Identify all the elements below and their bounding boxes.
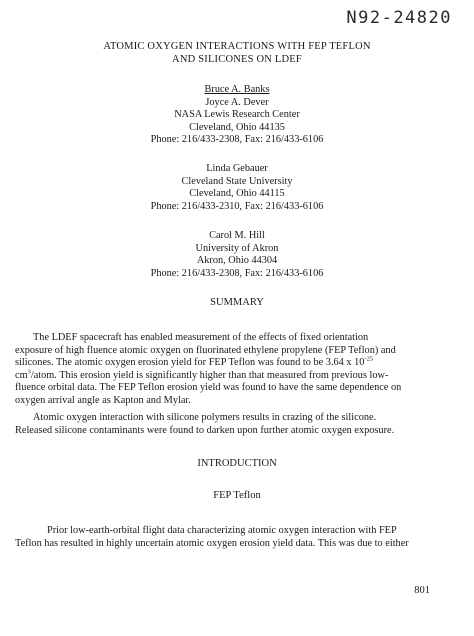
author-phone: Phone: 216/433-2308, Fax: 216/433-6106 <box>150 267 324 279</box>
author-phone: Phone: 216/433-2308, Fax: 216/433-6106 <box>150 134 324 146</box>
page-number: 801 <box>414 585 430 596</box>
paragraph-line: exposure of high fluence atomic oxygen on fluorinated ethylene propylene (FEP Teflon) and <box>15 344 396 356</box>
author-name: Joyce A. Dever <box>205 96 269 108</box>
paragraph-line: oxygen arrival angle as Kapton and Mylar. <box>15 394 191 406</box>
exponent: 3 <box>27 368 31 376</box>
author-block-gebauer <box>0 163 474 213</box>
author-address: Cleveland, Ohio 44135 <box>189 121 285 133</box>
author-name: Linda Gebauer <box>206 163 268 174</box>
author-affiliation: NASA Lewis Research Center <box>174 109 300 121</box>
paragraph-line: Released silicone contaminants were found to darken upon further atomic oxygen exposure. <box>15 424 395 436</box>
author-affiliation: Cleveland State University <box>181 175 293 187</box>
paragraph-line: fluence orbital data. The FEP Teflon erosion yield was found to have the same dependence on <box>15 382 402 394</box>
paragraph-text: cm <box>15 369 28 381</box>
fep-teflon-subheading: FEP Teflon <box>213 490 261 501</box>
paragraph-line: Atomic oxygen interaction with silicone polymers results in crazing of the silicone. <box>33 412 377 423</box>
paragraph-line: Teflon has resulted in highly uncertain atomic oxygen erosion yield data. This was due to either <box>15 537 409 549</box>
introduction-paragraph-1 <box>15 525 443 550</box>
paragraph-text: silicones. The atomic oxygen erosion yield for FEP Teflon was found to be 3.64 x 10 <box>15 357 365 369</box>
author-phone: Phone: 216/433-2310, Fax: 216/433-6106 <box>150 200 324 212</box>
summary-paragraph-2 <box>15 412 443 437</box>
author-address: Cleveland, Ohio 44115 <box>189 188 285 200</box>
author-block-hill <box>0 230 474 280</box>
paper-title-line-1: ATOMIC OXYGEN INTERACTIONS WITH FEP TEFLON <box>103 41 371 52</box>
author-address: Akron, Ohio 44304 <box>196 255 278 267</box>
author-block-banks <box>0 84 474 147</box>
author-name: Bruce A. Banks <box>204 84 270 95</box>
summary-paragraph-1 <box>15 332 443 408</box>
paragraph-line: The LDEF spacecraft has enabled measurement of the effects of fixed orientation <box>33 332 369 343</box>
paragraph-line: Prior low-earth-orbital flight data characterizing atomic oxygen interaction with FEP <box>47 525 397 536</box>
paper-title <box>0 40 474 66</box>
paragraph-line <box>15 370 443 383</box>
summary-heading: SUMMARY <box>210 297 264 308</box>
exponent: -25 <box>364 355 374 363</box>
introduction-heading: INTRODUCTION <box>197 458 277 469</box>
paragraph-line <box>15 357 443 370</box>
paper-title-line-2: AND SILICONES ON LDEF <box>172 54 302 65</box>
author-name: Carol M. Hill <box>209 230 265 241</box>
paragraph-text: /atom. This erosion yield is significantly higher than that measured from previous low- <box>30 369 389 381</box>
document-accession-number: N92-24820 <box>346 8 452 28</box>
author-affiliation: University of Akron <box>195 242 279 254</box>
